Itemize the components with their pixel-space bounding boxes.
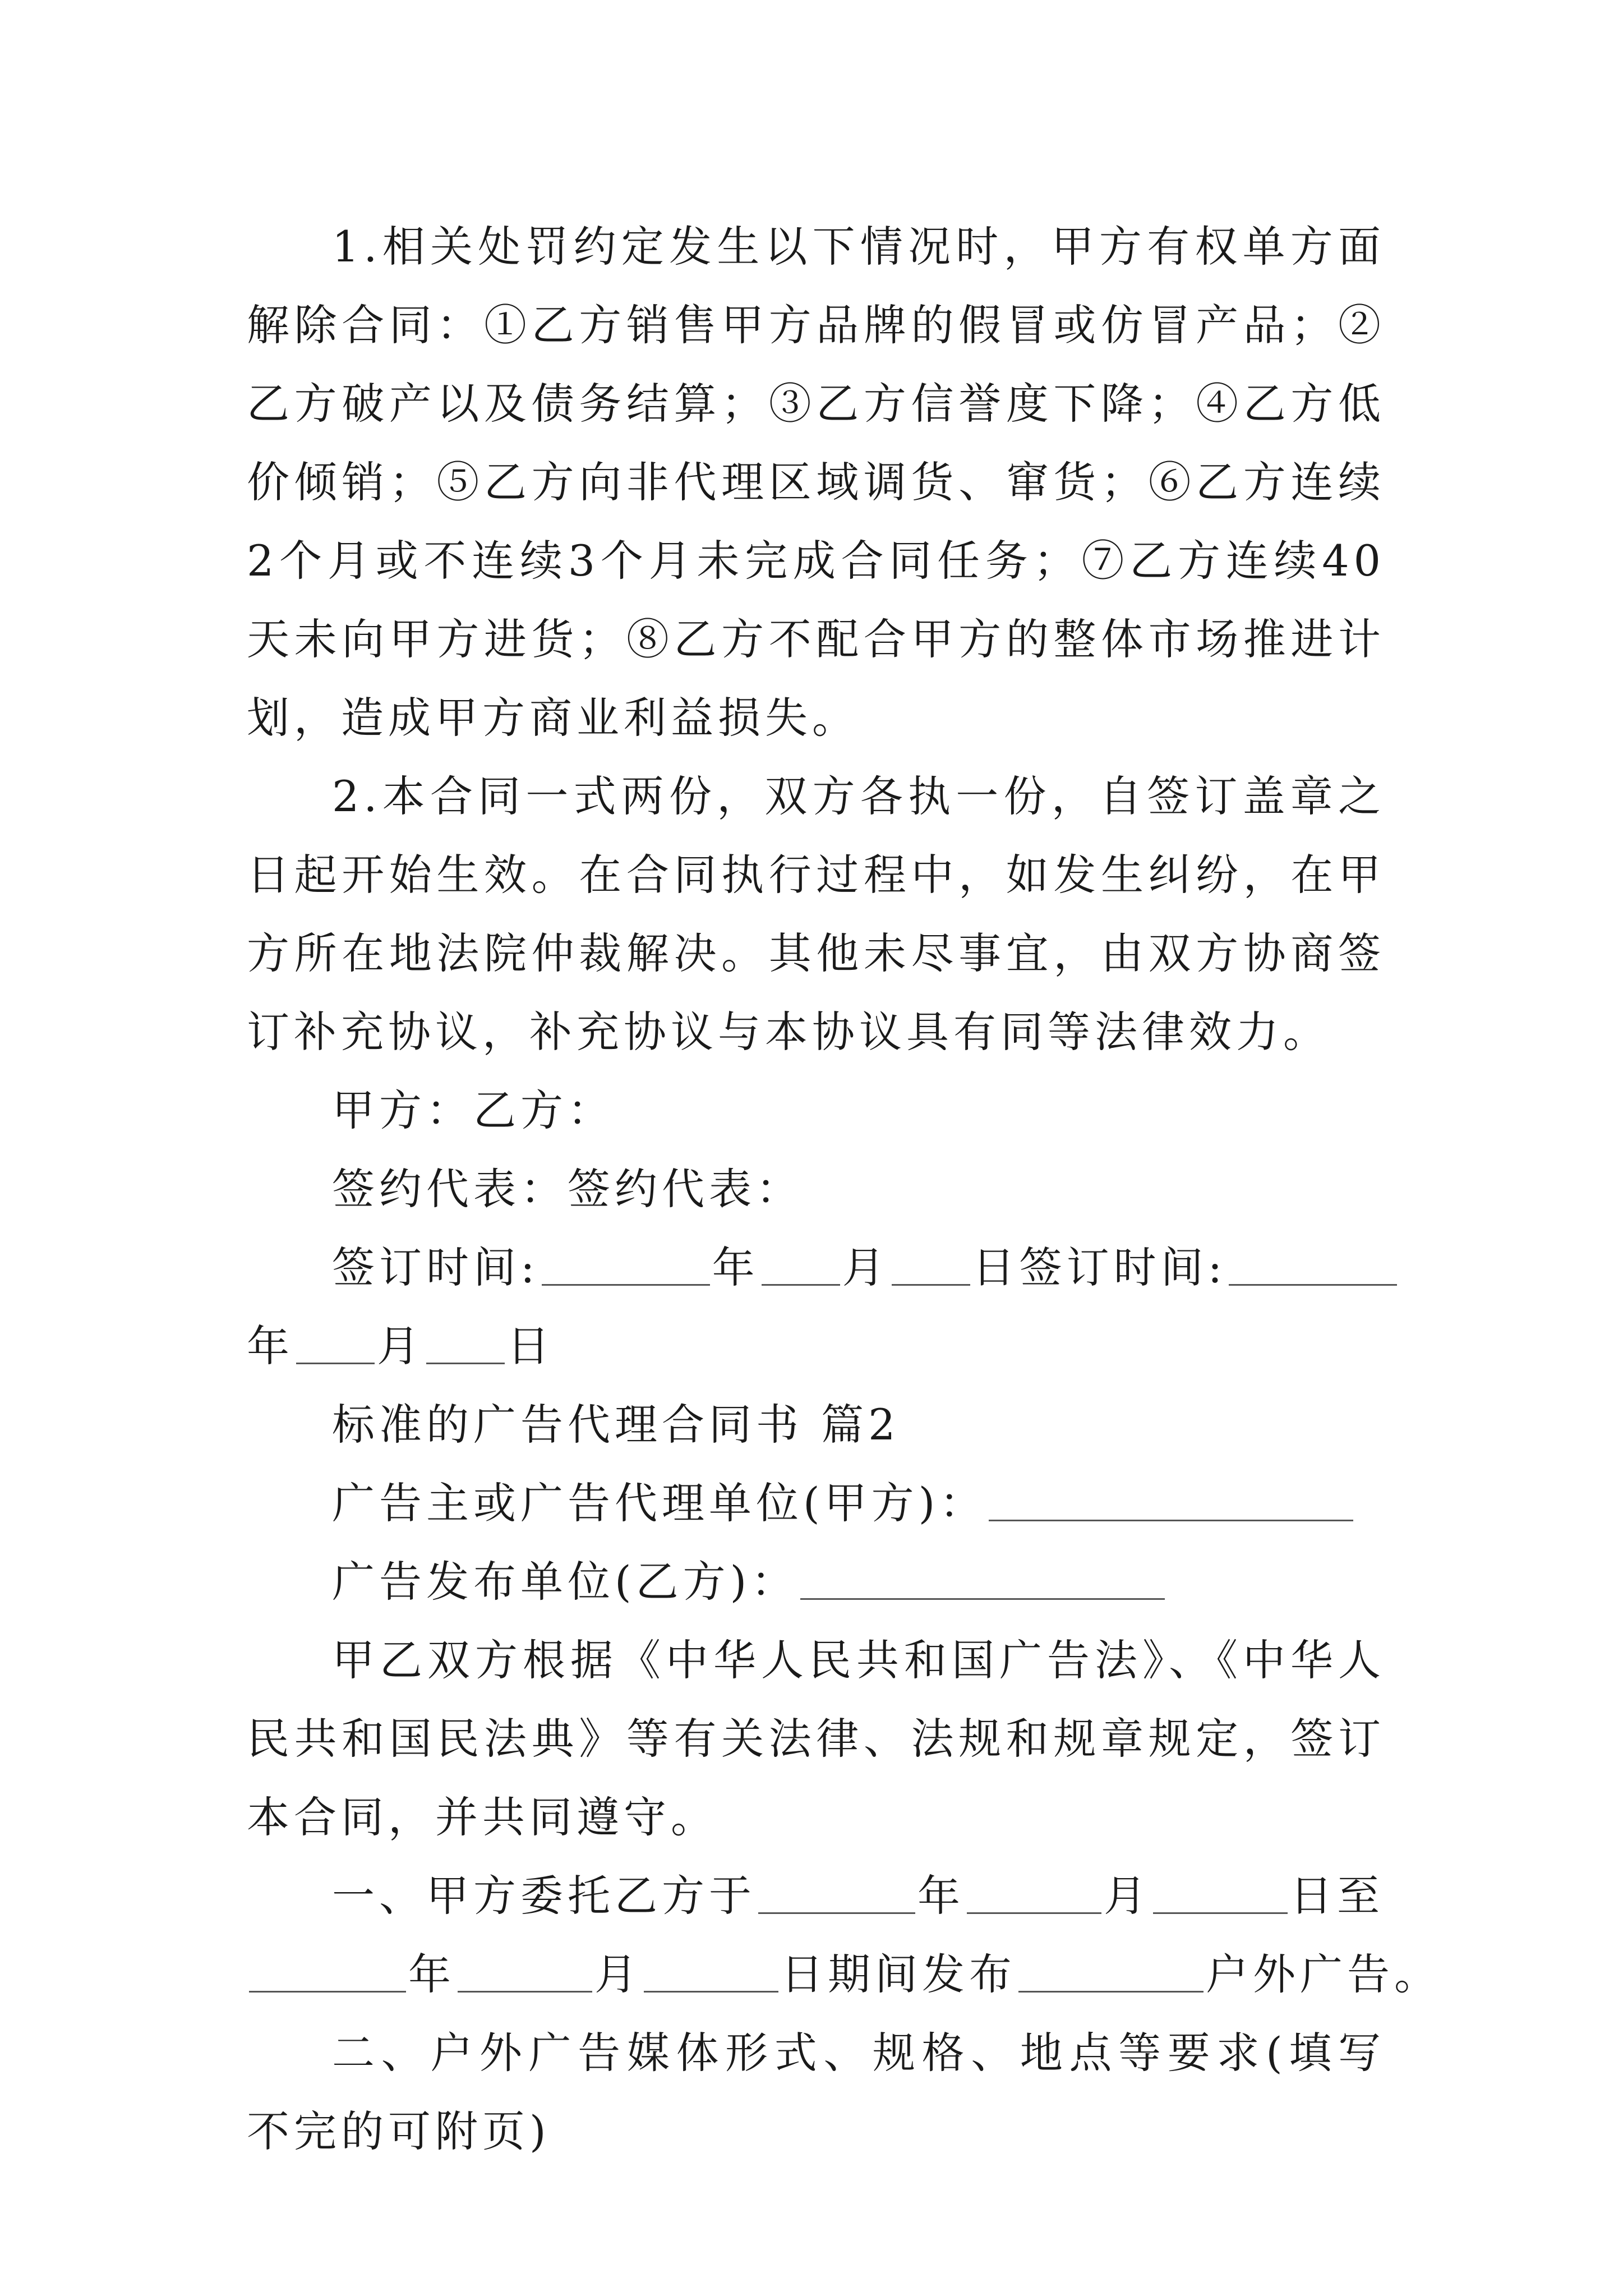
- entrust-period-label: 日期间发布: [781, 1949, 1016, 1999]
- penalty-clause: 1.相关处罚约定发生以下情况时，甲方有权单方面解除合同：①乙方销售甲方品牌的假冒或仿冒产品；②乙方破产以及债务结算；③乙方信誉度下降；④乙方低价倾销；⑤乙方向非代理区域调货、窜货；⑥乙方连续2个月或不连续3个月未完成合同任务；⑦乙方连续40天未向甲方进货；⑧乙方不配合甲方的整体市场推进计划，造成甲方商业利益损失。: [247, 222, 1385, 743]
- document-body: [247, 208, 1441, 2171]
- start-year-label: 年: [917, 1871, 965, 1921]
- sign-time-line: [247, 1228, 1385, 1307]
- month-blank-2: [296, 1320, 375, 1364]
- end-year-label: 年: [408, 1949, 455, 1999]
- entrust-to-label: 日至: [1290, 1871, 1384, 1921]
- month-label: 月: [842, 1243, 889, 1292]
- start-year-blank: [758, 1870, 915, 1914]
- day-sign-label: 日签订时间:: [972, 1243, 1227, 1292]
- entrust-suffix: 户外广告。: [1206, 1949, 1441, 1999]
- publisher-label: 广告发布单位(乙方)：: [332, 1557, 799, 1607]
- end-month-blank: [458, 1948, 592, 1993]
- advertiser-line: [247, 1464, 1385, 1543]
- end-day-blank: [644, 1948, 778, 1993]
- advertiser-label: 广告主或广告代理单位(甲方)：: [332, 1478, 987, 1528]
- entrust-prefix: 一、甲方委托乙方于: [332, 1871, 756, 1921]
- representatives-line: 签约代表：签约代表：: [332, 1164, 803, 1214]
- year-blank: [542, 1241, 710, 1286]
- day-blank: [892, 1241, 970, 1286]
- validity-clause: 2.本合同一式两份，双方各执一份，自签订盖章之日起开始生效。在合同执行过程中，如发生纠纷，在甲方所在地法院仲裁解决。其他未尽事宜，由双方协商签订补充协议，补充协议与本协议具有同等法律效力。: [247, 771, 1385, 1057]
- publisher-line: [247, 1543, 1385, 1621]
- publisher-blank: [800, 1556, 1165, 1600]
- start-month-label: 月: [1104, 1871, 1151, 1921]
- year-label-2: 年: [247, 1321, 294, 1371]
- year-label: 年: [712, 1243, 759, 1292]
- month-label-2: 月: [377, 1321, 424, 1371]
- sign-time-label: 签订时间:: [332, 1243, 540, 1292]
- month-blank: [762, 1241, 840, 1286]
- entrust-line: [247, 1857, 1385, 1935]
- legal-basis-clause: 甲乙双方根据《中华人民共和国广告法》、《中华人民共和国民法典》等有关法律、法规和规章规定，签订本合同，并共同遵守。: [247, 1635, 1385, 1842]
- end-year-blank: [249, 1948, 406, 1993]
- sign-time-line-cont: [247, 1307, 1385, 1386]
- start-day-blank: [1153, 1870, 1288, 1914]
- advertiser-blank: [989, 1477, 1353, 1521]
- section-title: 标准的广告代理合同书 篇2: [332, 1400, 900, 1450]
- day-blank-2: [426, 1320, 505, 1364]
- media-requirements-clause: 二、户外广告媒体形式、规格、地点等要求(填写不完的可附页): [247, 2028, 1385, 2156]
- entrust-line-cont: [247, 1935, 1441, 2014]
- ad-type-blank: [1018, 1948, 1204, 1993]
- year-blank-2: [1229, 1241, 1397, 1286]
- day-label: 日: [507, 1321, 554, 1371]
- parties-line: 甲方：乙方：: [332, 1085, 615, 1135]
- end-month-label: 月: [594, 1949, 642, 1999]
- start-month-blank: [967, 1870, 1101, 1914]
